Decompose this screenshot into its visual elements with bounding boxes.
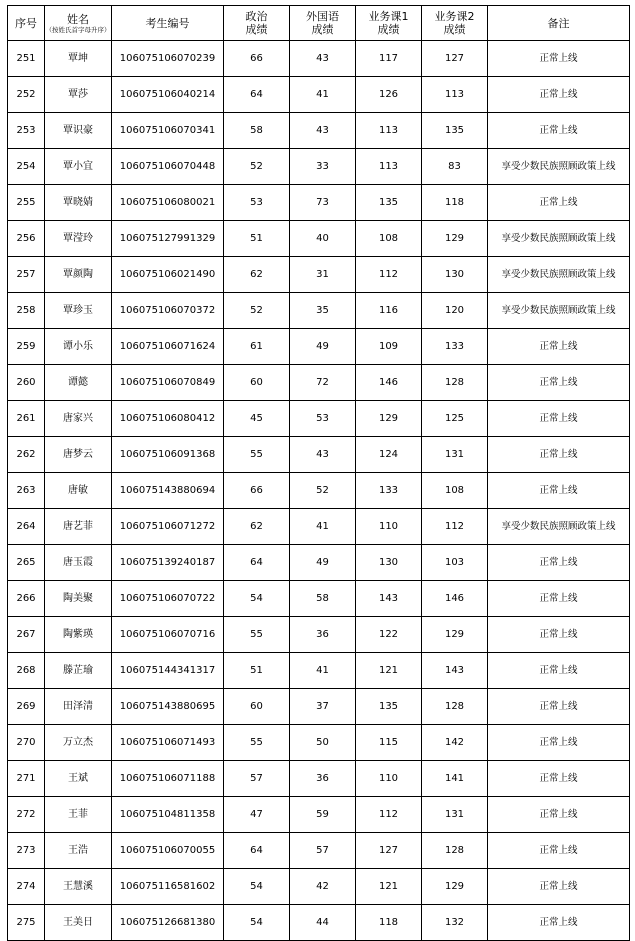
cell-remark: 正常上线 [488, 725, 630, 761]
cell-name: 田泽清 [45, 689, 112, 725]
cell-remark: 正常上线 [488, 41, 630, 77]
header-name-note: （按姓氏首字母升序） [45, 25, 111, 34]
cell-foreign: 44 [290, 905, 356, 941]
cell-name: 陶紫瑛 [45, 617, 112, 653]
cell-name: 唐玉霞 [45, 545, 112, 581]
cell-name: 王菲 [45, 797, 112, 833]
cell-course1: 110 [356, 509, 422, 545]
cell-course2: 108 [422, 473, 488, 509]
header-politics-line1: 政治 [245, 10, 268, 23]
table-row [8, 257, 630, 293]
cell-seq: 271 [8, 761, 45, 797]
cell-exam-id: 106075106070722 [112, 581, 224, 617]
cell-politics: 60 [224, 689, 290, 725]
cell-foreign: 52 [290, 473, 356, 509]
cell-remark: 正常上线 [488, 905, 630, 941]
cell-politics: 51 [224, 221, 290, 257]
cell-seq: 252 [8, 77, 45, 113]
cell-remark: 正常上线 [488, 401, 630, 437]
cell-politics: 64 [224, 77, 290, 113]
cell-remark: 享受少数民族照顾政策上线 [488, 509, 630, 545]
table-row [8, 725, 630, 761]
cell-politics: 55 [224, 725, 290, 761]
cell-course1: 112 [356, 797, 422, 833]
cell-course1: 117 [356, 41, 422, 77]
header-foreign [290, 6, 356, 41]
table-row [8, 401, 630, 437]
cell-seq: 264 [8, 509, 45, 545]
cell-foreign: 50 [290, 725, 356, 761]
table-row [8, 113, 630, 149]
cell-exam-id: 106075104811358 [112, 797, 224, 833]
table-row [8, 77, 630, 113]
cell-foreign: 59 [290, 797, 356, 833]
cell-course1: 129 [356, 401, 422, 437]
table-row [8, 185, 630, 221]
cell-course1: 109 [356, 329, 422, 365]
cell-name: 覃小宜 [45, 149, 112, 185]
table-row [8, 221, 630, 257]
cell-exam-id: 106075143880695 [112, 689, 224, 725]
cell-exam-id: 106075144341317 [112, 653, 224, 689]
cell-course2: 83 [422, 149, 488, 185]
cell-foreign: 42 [290, 869, 356, 905]
cell-seq: 266 [8, 581, 45, 617]
cell-remark: 正常上线 [488, 833, 630, 869]
cell-course2: 103 [422, 545, 488, 581]
cell-course1: 126 [356, 77, 422, 113]
table-row [8, 545, 630, 581]
cell-remark: 正常上线 [488, 77, 630, 113]
cell-course2: 120 [422, 293, 488, 329]
cell-politics: 62 [224, 509, 290, 545]
cell-remark: 正常上线 [488, 581, 630, 617]
cell-exam-id: 106075106070716 [112, 617, 224, 653]
cell-exam-id: 106075106071272 [112, 509, 224, 545]
cell-politics: 54 [224, 581, 290, 617]
cell-politics: 64 [224, 833, 290, 869]
cell-seq: 262 [8, 437, 45, 473]
header-foreign-line2: 成绩 [311, 23, 334, 36]
cell-name: 覃晓婧 [45, 185, 112, 221]
cell-foreign: 41 [290, 509, 356, 545]
cell-remark: 享受少数民族照顾政策上线 [488, 257, 630, 293]
header-politics-line2: 成绩 [245, 23, 268, 36]
cell-exam-id: 106075106070448 [112, 149, 224, 185]
cell-seq: 268 [8, 653, 45, 689]
cell-course2: 127 [422, 41, 488, 77]
cell-remark: 正常上线 [488, 329, 630, 365]
score-table [7, 5, 630, 941]
cell-seq: 269 [8, 689, 45, 725]
cell-course2: 128 [422, 365, 488, 401]
cell-foreign: 33 [290, 149, 356, 185]
cell-course2: 135 [422, 113, 488, 149]
table-row [8, 437, 630, 473]
cell-remark: 正常上线 [488, 617, 630, 653]
cell-seq: 258 [8, 293, 45, 329]
cell-politics: 58 [224, 113, 290, 149]
cell-name: 覃坤 [45, 41, 112, 77]
table-row [8, 689, 630, 725]
cell-course2: 141 [422, 761, 488, 797]
score-table-container [7, 5, 630, 941]
table-row [8, 869, 630, 905]
cell-exam-id: 106075106071624 [112, 329, 224, 365]
header-course1-line2: 成绩 [377, 23, 400, 36]
cell-name: 覃莎 [45, 77, 112, 113]
table-row [8, 797, 630, 833]
cell-course1: 112 [356, 257, 422, 293]
cell-exam-id: 106075116581602 [112, 869, 224, 905]
cell-course2: 130 [422, 257, 488, 293]
cell-politics: 61 [224, 329, 290, 365]
cell-seq: 270 [8, 725, 45, 761]
cell-politics: 51 [224, 653, 290, 689]
cell-remark: 正常上线 [488, 761, 630, 797]
cell-name: 谭懿 [45, 365, 112, 401]
cell-foreign: 49 [290, 329, 356, 365]
cell-course1: 121 [356, 869, 422, 905]
cell-course1: 133 [356, 473, 422, 509]
cell-seq: 272 [8, 797, 45, 833]
table-row [8, 653, 630, 689]
cell-course1: 127 [356, 833, 422, 869]
cell-remark: 正常上线 [488, 545, 630, 581]
header-exam-id: 考生编号 [112, 6, 224, 41]
cell-exam-id: 106075106070849 [112, 365, 224, 401]
cell-remark: 正常上线 [488, 185, 630, 221]
header-remark: 备注 [488, 6, 630, 41]
cell-course1: 122 [356, 617, 422, 653]
cell-seq: 256 [8, 221, 45, 257]
cell-seq: 257 [8, 257, 45, 293]
cell-remark: 正常上线 [488, 437, 630, 473]
cell-remark: 享受少数民族照顾政策上线 [488, 149, 630, 185]
table-row [8, 581, 630, 617]
header-course2-line1: 业务课2 [434, 10, 475, 23]
cell-course2: 143 [422, 653, 488, 689]
cell-exam-id: 106075106070372 [112, 293, 224, 329]
cell-politics: 45 [224, 401, 290, 437]
cell-course1: 115 [356, 725, 422, 761]
cell-name: 谭小乐 [45, 329, 112, 365]
cell-course1: 108 [356, 221, 422, 257]
cell-foreign: 36 [290, 761, 356, 797]
cell-course2: 132 [422, 905, 488, 941]
cell-name: 滕芷瑜 [45, 653, 112, 689]
cell-remark: 享受少数民族照顾政策上线 [488, 221, 630, 257]
cell-politics: 55 [224, 437, 290, 473]
cell-seq: 267 [8, 617, 45, 653]
cell-politics: 57 [224, 761, 290, 797]
cell-course1: 110 [356, 761, 422, 797]
cell-name: 覃珍玉 [45, 293, 112, 329]
cell-politics: 54 [224, 869, 290, 905]
cell-name: 王斌 [45, 761, 112, 797]
cell-remark: 正常上线 [488, 869, 630, 905]
table-row [8, 149, 630, 185]
cell-foreign: 37 [290, 689, 356, 725]
cell-exam-id: 106075106080412 [112, 401, 224, 437]
table-row [8, 905, 630, 941]
cell-seq: 265 [8, 545, 45, 581]
cell-course1: 121 [356, 653, 422, 689]
table-body [8, 41, 630, 941]
cell-exam-id: 106075106070341 [112, 113, 224, 149]
cell-name: 万立杰 [45, 725, 112, 761]
cell-foreign: 31 [290, 257, 356, 293]
table-row [8, 473, 630, 509]
cell-course2: 131 [422, 797, 488, 833]
cell-seq: 253 [8, 113, 45, 149]
cell-remark: 正常上线 [488, 653, 630, 689]
cell-remark: 正常上线 [488, 473, 630, 509]
cell-course2: 133 [422, 329, 488, 365]
cell-course1: 135 [356, 185, 422, 221]
cell-remark: 正常上线 [488, 797, 630, 833]
cell-politics: 64 [224, 545, 290, 581]
cell-foreign: 72 [290, 365, 356, 401]
header-course2 [422, 6, 488, 41]
cell-name: 陶美聚 [45, 581, 112, 617]
cell-politics: 62 [224, 257, 290, 293]
cell-course2: 142 [422, 725, 488, 761]
table-row [8, 509, 630, 545]
cell-course1: 135 [356, 689, 422, 725]
table-row [8, 41, 630, 77]
cell-exam-id: 106075127991329 [112, 221, 224, 257]
cell-course2: 128 [422, 689, 488, 725]
header-name-label: 姓名 [67, 12, 89, 26]
table-row [8, 833, 630, 869]
cell-exam-id: 106075106070055 [112, 833, 224, 869]
cell-course1: 113 [356, 149, 422, 185]
cell-remark: 正常上线 [488, 113, 630, 149]
cell-exam-id: 106075106070239 [112, 41, 224, 77]
cell-name: 覃识豪 [45, 113, 112, 149]
table-row [8, 329, 630, 365]
cell-politics: 53 [224, 185, 290, 221]
cell-foreign: 57 [290, 833, 356, 869]
cell-name: 唐敏 [45, 473, 112, 509]
cell-name: 王浩 [45, 833, 112, 869]
cell-course1: 146 [356, 365, 422, 401]
cell-exam-id: 106075106021490 [112, 257, 224, 293]
cell-name: 唐艺菲 [45, 509, 112, 545]
cell-name: 覃颜陶 [45, 257, 112, 293]
cell-politics: 52 [224, 293, 290, 329]
cell-course2: 128 [422, 833, 488, 869]
cell-name: 王美日 [45, 905, 112, 941]
table-row [8, 761, 630, 797]
cell-foreign: 36 [290, 617, 356, 653]
cell-foreign: 35 [290, 293, 356, 329]
cell-course1: 130 [356, 545, 422, 581]
cell-course2: 146 [422, 581, 488, 617]
cell-foreign: 73 [290, 185, 356, 221]
header-seq: 序号 [8, 6, 45, 41]
cell-seq: 273 [8, 833, 45, 869]
cell-seq: 259 [8, 329, 45, 365]
cell-seq: 263 [8, 473, 45, 509]
cell-name: 唐梦云 [45, 437, 112, 473]
cell-exam-id: 106075139240187 [112, 545, 224, 581]
cell-exam-id: 106075126681380 [112, 905, 224, 941]
cell-course2: 129 [422, 221, 488, 257]
cell-course1: 118 [356, 905, 422, 941]
cell-name: 王慧溪 [45, 869, 112, 905]
cell-politics: 52 [224, 149, 290, 185]
cell-name: 唐家兴 [45, 401, 112, 437]
header-politics [224, 6, 290, 41]
cell-course2: 129 [422, 869, 488, 905]
header-foreign-line1: 外国语 [306, 10, 339, 23]
cell-politics: 55 [224, 617, 290, 653]
cell-seq: 255 [8, 185, 45, 221]
table-row [8, 365, 630, 401]
cell-course2: 113 [422, 77, 488, 113]
cell-foreign: 53 [290, 401, 356, 437]
header-course1-line1: 业务课1 [368, 10, 409, 23]
cell-seq: 275 [8, 905, 45, 941]
cell-politics: 47 [224, 797, 290, 833]
cell-foreign: 49 [290, 545, 356, 581]
cell-seq: 274 [8, 869, 45, 905]
cell-foreign: 41 [290, 77, 356, 113]
cell-foreign: 41 [290, 653, 356, 689]
cell-remark: 享受少数民族照顾政策上线 [488, 293, 630, 329]
cell-foreign: 43 [290, 437, 356, 473]
header-course1 [356, 6, 422, 41]
cell-course2: 129 [422, 617, 488, 653]
cell-course1: 124 [356, 437, 422, 473]
cell-course2: 131 [422, 437, 488, 473]
cell-exam-id: 106075106040214 [112, 77, 224, 113]
cell-politics: 54 [224, 905, 290, 941]
cell-remark: 正常上线 [488, 365, 630, 401]
header-row [8, 6, 630, 41]
cell-course2: 112 [422, 509, 488, 545]
header-course2-line2: 成绩 [443, 23, 466, 36]
cell-seq: 260 [8, 365, 45, 401]
cell-foreign: 43 [290, 113, 356, 149]
cell-name: 覃滢玲 [45, 221, 112, 257]
cell-foreign: 58 [290, 581, 356, 617]
cell-politics: 60 [224, 365, 290, 401]
cell-course1: 113 [356, 113, 422, 149]
cell-course1: 116 [356, 293, 422, 329]
cell-foreign: 43 [290, 41, 356, 77]
cell-politics: 66 [224, 41, 290, 77]
cell-seq: 251 [8, 41, 45, 77]
cell-course2: 118 [422, 185, 488, 221]
cell-remark: 正常上线 [488, 689, 630, 725]
cell-seq: 261 [8, 401, 45, 437]
cell-exam-id: 106075143880694 [112, 473, 224, 509]
cell-course2: 125 [422, 401, 488, 437]
cell-foreign: 40 [290, 221, 356, 257]
cell-exam-id: 106075106080021 [112, 185, 224, 221]
cell-exam-id: 106075106091368 [112, 437, 224, 473]
cell-politics: 66 [224, 473, 290, 509]
cell-course1: 143 [356, 581, 422, 617]
table-row [8, 293, 630, 329]
cell-exam-id: 106075106071188 [112, 761, 224, 797]
cell-exam-id: 106075106071493 [112, 725, 224, 761]
cell-seq: 254 [8, 149, 45, 185]
header-name [45, 6, 112, 41]
table-row [8, 617, 630, 653]
